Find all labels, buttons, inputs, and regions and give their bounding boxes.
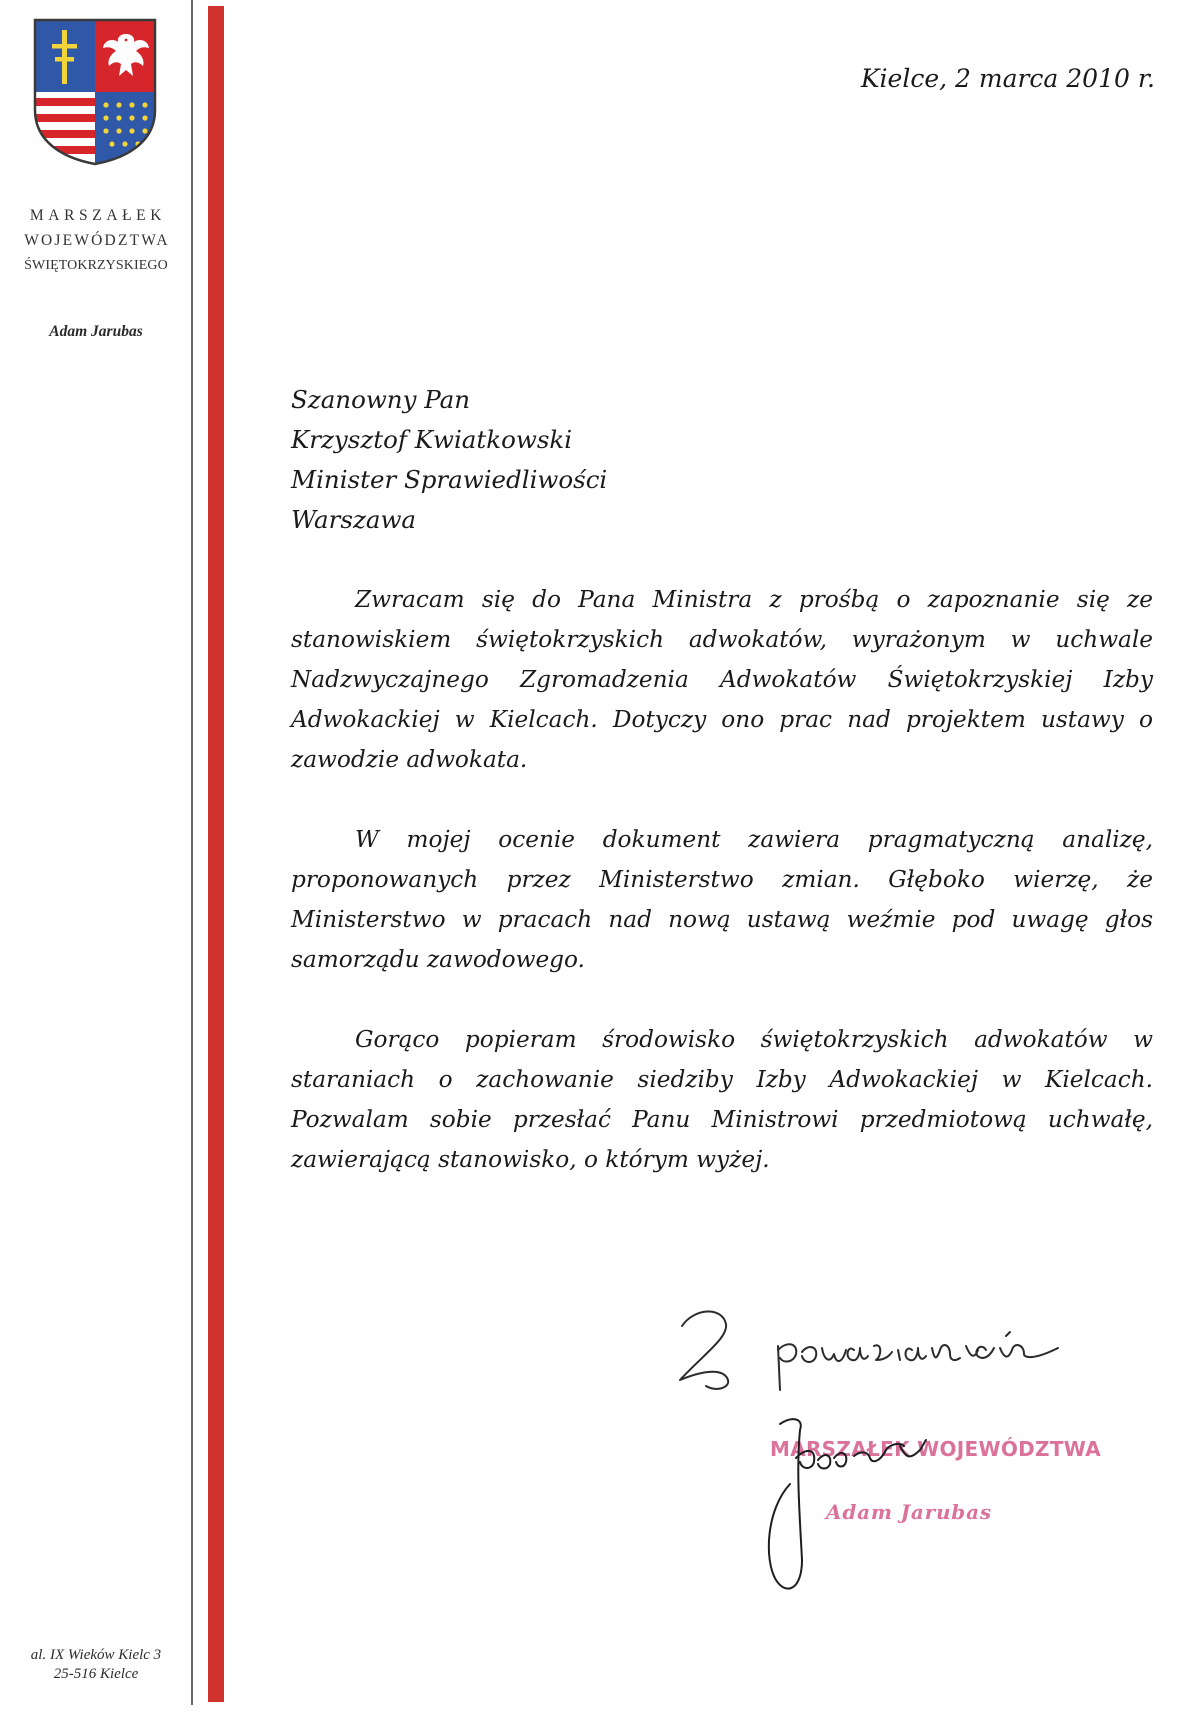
body-paragraph: W mojej ocenie dokument zawiera pragmatyczną analizę, proponowanych przez Ministerstwo zmian. Głęboko wierzę, że Ministerstwo w pracach nad nową ustawą weźmie pod uwagę głos samorządu zawodowego. bbox=[291, 826, 1153, 973]
signature bbox=[750, 1400, 1080, 1600]
stamp-title: MARSZAŁEK WOJEWÓDZTWA bbox=[770, 1437, 1102, 1461]
official-name: Adam Jarubas bbox=[49, 323, 143, 340]
sidebar-divider bbox=[191, 0, 193, 1705]
address-street: al. IX Wieków Kielc 3 bbox=[30, 1647, 162, 1663]
recipient-block bbox=[291, 380, 607, 540]
letter-body bbox=[291, 580, 1153, 1220]
office-title bbox=[0, 203, 192, 278]
body-paragraph: Zwracam się do Pana Ministra z prośbą o zapoznanie się ze stanowiskiem świętokrzyskich adwokatów, wyrażonym w uchwale Nadzwyczajnego Zgromadzenia Adwokatów Świętokrzyskiej Izby Adwokackiej w Kielcach. Dotyczy ono prac nad projektem ustawy o zawodzie adwokata. bbox=[291, 586, 1153, 773]
address-block bbox=[0, 1646, 192, 1684]
recipient-city: Warszawa bbox=[291, 505, 417, 534]
office-title-line1: MARSZAŁEK bbox=[29, 207, 167, 224]
recipient-name: Krzysztof Kwiatkowski bbox=[291, 425, 573, 454]
red-accent-bar bbox=[208, 6, 224, 1702]
coat-of-arms-icon bbox=[33, 18, 157, 166]
stamp-name: Adam Jarubas bbox=[826, 1500, 992, 1524]
handwritten-closing bbox=[670, 1288, 1130, 1398]
letterhead-sidebar bbox=[0, 0, 192, 1718]
body-paragraph: Gorąco popieram środowisko świętokrzyskich adwokatów w staraniach o zachowanie siedziby Izby Adwokackiej w Kielcach. Pozwalam sobie przesłać Panu Ministrowi przedmiotową uchwałę, zawierającą stanowisko, o którym wyżej. bbox=[291, 1026, 1153, 1173]
recipient-salutation: Szanowny Pan bbox=[291, 385, 470, 414]
recipient-position: Minister Sprawiedliwości bbox=[291, 465, 608, 494]
office-title-line2: WOJEWÓDZTWA bbox=[24, 232, 170, 249]
letter-date: Kielce, 2 marca 2010 r. bbox=[860, 64, 1155, 93]
office-title-line3: ŚWIĘTOKRZYSKIEGO bbox=[24, 258, 168, 273]
address-city: 25-516 Kielce bbox=[53, 1666, 139, 1682]
